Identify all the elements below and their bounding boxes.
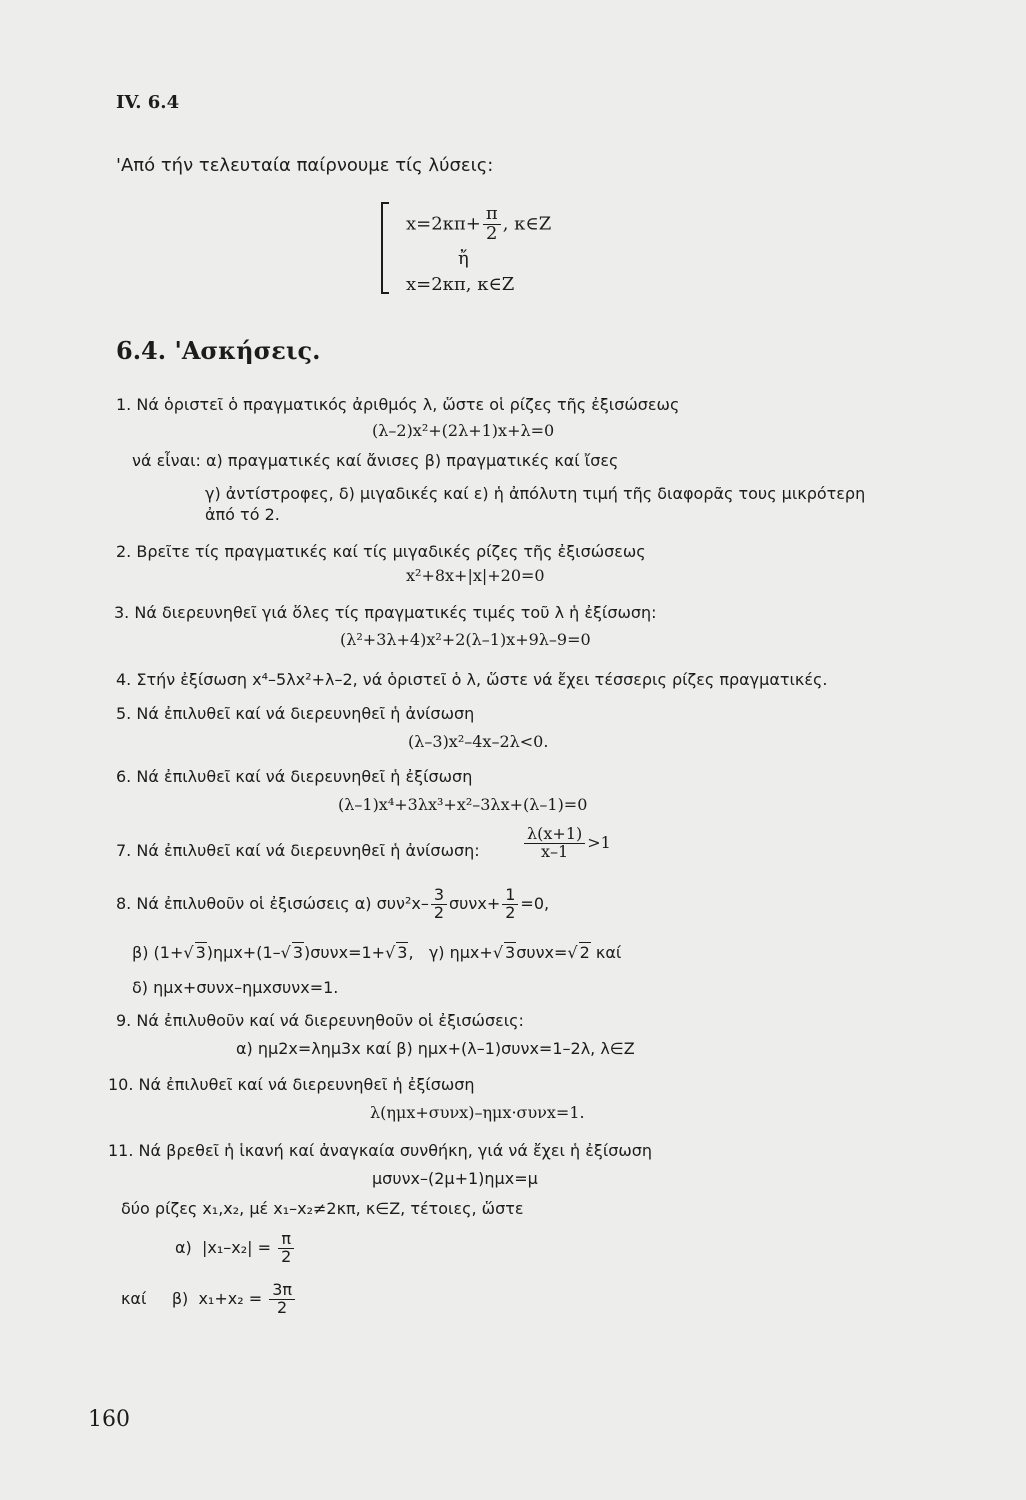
exercise-number: 5. — [116, 704, 132, 723]
solution-brace — [381, 202, 389, 294]
intro-text: 'Από τήν τελευταία παίρνουμε τίς λύσεις: — [116, 155, 494, 176]
chapter-reference: IV. 6.4 — [116, 92, 180, 113]
exercise-number: 10. — [108, 1075, 134, 1094]
exercise-3: 3. Νά διερευνηθεῖ γιά ὅλες τίς πραγματικές τιμές τοῦ λ ἡ ἐξίσωση: — [114, 603, 657, 622]
exercise-6-equation: (λ–1)x⁴+3λx³+x²–3λx+(λ–1)=0 — [338, 795, 588, 814]
section-title: 6.4. 'Ασκήσεις. — [116, 336, 321, 365]
page-number: 160 — [88, 1407, 130, 1432]
exercise-2: 2. Βρεῖτε τίς πραγματικές καί τίς μιγαδικές ρίζες τῆς ἐξισώσεως — [116, 542, 646, 561]
exercise-number: 7. — [116, 841, 132, 860]
exercise-10-equation: λ(ημx+συνx)–ημx·συνx=1. — [370, 1103, 585, 1122]
exercise-11-line-2: δύο ρίζες x₁,x₂, μέ x₁–x₂≠2κπ, κ∈Z, τέτοιες, ὥστε — [121, 1199, 524, 1218]
pi-over-2-fraction: $\frac{\pi}{2}$ — [278, 1231, 294, 1266]
exercise-5-inequality: (λ–3)x²–4x–2λ<0. — [408, 732, 549, 751]
three-halves-fraction: $\frac{3}{2}$ — [431, 887, 447, 922]
exercise-1: 1. Νά ὁριστεῖ ὁ πραγματικός ἀριθμός λ, ὥστε οἱ ρίζες τῆς ἐξισώσεως — [116, 395, 680, 414]
exercise-7: 7. Νά ἐπιλυθεῖ καί νά διερευνηθεῖ ἡ ἀνίσωση: — [116, 841, 480, 860]
exercise-10: 10. Νά ἐπιλυθεῖ καί νά διερευνηθεῖ ἡ ἐξίσωση — [108, 1075, 475, 1094]
exercise-5: 5. Νά ἐπιλυθεῖ καί νά διερευνηθεῖ ἡ ἀνίσωση — [116, 704, 475, 723]
exercise-number: 1. — [116, 395, 132, 414]
exercise-8-part-d: δ) ημx+συνx–ημxσυνx=1. — [132, 978, 339, 997]
exercise-number: 6. — [116, 767, 132, 786]
exercise-number: 8. — [116, 893, 132, 913]
solution-2: x=2κπ, κ∈Z — [406, 274, 515, 295]
pi-over-2-fraction: $\frac{\pi}{2}$ — [483, 205, 501, 244]
exercise-1-line-3: γ) ἀντίστροφες, δ) μιγαδικές καί ε) ἡ ἀπόλυτη τιμή τῆς διαφορᾶς τους μικρότερη — [205, 484, 866, 503]
exercise-1-line-2: νά εἶναι: α) πραγματικές καί ἄνισες β) πραγματικές καί ἴσες — [132, 451, 619, 470]
exercise-1-equation: (λ–2)x²+(2λ+1)x+λ=0 — [372, 421, 555, 440]
exercise-7-inequality: $\frac{\lambda(x+1)}{x-1}$ >1 — [522, 826, 611, 861]
exercise-number: 3. — [114, 603, 130, 622]
exercise-number: 9. — [116, 1011, 132, 1030]
one-half-fraction: $\frac{1}{2}$ — [502, 887, 518, 922]
exercise-11-part-b: καί β) x₁+x₂ = $\frac{3\pi}{2}$ — [121, 1282, 297, 1317]
exercise-11: 11. Νά βρεθεῖ ἡ ἱκανή καί ἀναγκαία συνθήκη, γιά νά ἔχει ἡ ἐξίσωση — [108, 1141, 653, 1160]
exercise-7-fraction: $\frac{\lambda(x+1)}{x-1}$ — [524, 826, 585, 861]
three-pi-over-2-fraction: $\frac{3\pi}{2}$ — [269, 1282, 295, 1317]
exercise-9: 9. Νά ἐπιλυθοῦν καί νά διερευνηθοῦν οἱ ἐξισώσεις: — [116, 1011, 524, 1030]
exercise-11-part-a: α) |x₁–x₂| = $\frac{\pi}{2}$ — [175, 1231, 296, 1266]
solution-1: x=2κπ+ $\frac{\pi}{2}$ , κ∈Z — [406, 203, 552, 244]
exercise-6: 6. Νά ἐπιλυθεῖ καί νά διερευνηθεῖ ἡ ἐξίσωση — [116, 767, 473, 786]
exercise-2-equation: x²+8x+|x|+20=0 — [406, 566, 545, 585]
exercise-11-equation: μσυνx–(2μ+1)ημx=μ — [372, 1169, 538, 1188]
exercise-4: 4. Στήν ἐξίσωση x⁴–5λx²+λ–2, νά ὁριστεῖ ὁ λ, ὥστε νά ἔχει τέσσερις ρίζες πραγματικές. — [116, 670, 828, 689]
exercise-number: 4. — [116, 670, 132, 689]
exercise-3-equation: (λ²+3λ+4)x²+2(λ–1)x+9λ–9=0 — [340, 630, 591, 649]
exercise-8: 8. Νά ἐπιλυθοῦν οἱ ἐξισώσεις α) συν²x– $\frac{3}{2}$ συνx+ $\frac{1}{2}$ =0, — [116, 885, 550, 922]
exercise-8-part-b-c: β) (1+√ 3)ημx+(1–√ 3)συνx=1+√ 3, γ) ημx+√ 3συνx=√ 2 καί — [132, 943, 622, 962]
exercise-number: 11. — [108, 1141, 134, 1160]
exercise-9-equations: α) ημ2x=λημ3x καί β) ημx+(λ–1)συνx=1–2λ, λ∈Z — [236, 1039, 635, 1058]
or-word: ἤ — [458, 248, 469, 269]
exercise-1-line-4: ἀπό τό 2. — [205, 505, 280, 524]
exercise-number: 2. — [116, 542, 132, 561]
